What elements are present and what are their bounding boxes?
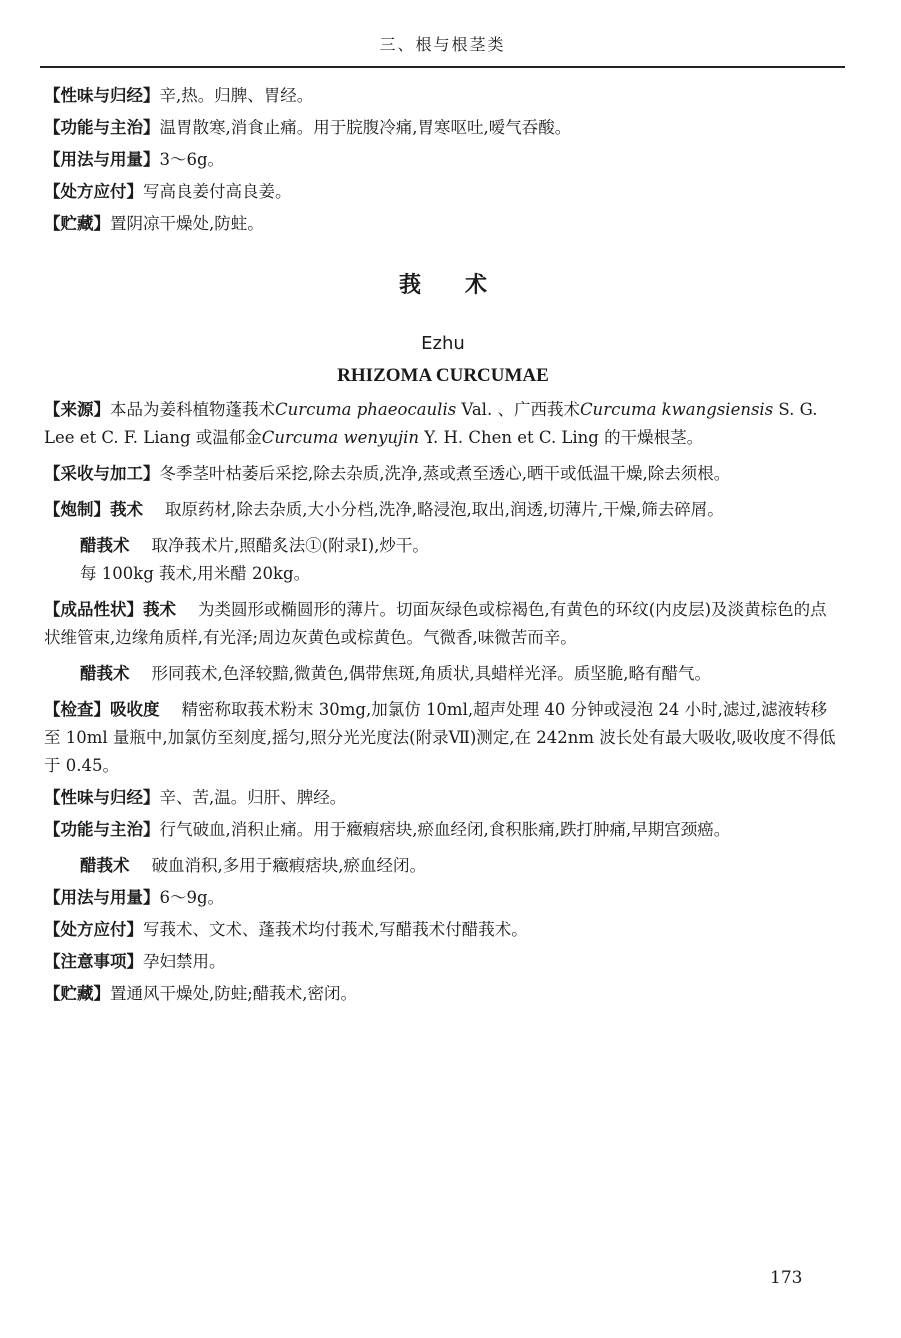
paragraph-inspection	[44, 696, 842, 780]
section-text: 每 100kg 莪术,用米醋 20kg。	[80, 564, 311, 583]
section-text: 置阴凉干燥处,防蛀。	[110, 214, 264, 233]
paragraph-nature	[44, 82, 842, 110]
section-text: 取原药材,除去杂质,大小分档,洗净,略浸泡,取出,润透,切薄片,干燥,筛去碎屑。	[165, 500, 724, 519]
section-label: 【成品性状】	[44, 600, 143, 619]
paragraph-dosage	[44, 146, 842, 174]
section-text: 孕妇禁用。	[143, 952, 226, 971]
section-label: 【来源】	[44, 400, 110, 419]
section-label: 【炮制】	[44, 500, 110, 519]
section-text: 为类圆形或椭圆形的薄片。切面灰绿色或棕褐色,有黄色的环纹(内皮层)及淡黄棕色的点状维管束,边缘角质样,有光泽;周边灰黄色或棕黄色。气微香,味微苦而辛。	[44, 600, 827, 647]
paragraph-processing-ratio	[44, 560, 842, 588]
paragraph-storage	[44, 980, 842, 1008]
page-number: 173	[770, 1268, 803, 1288]
section-label: 【功能与主治】	[44, 820, 160, 839]
sub-label: 醋莪术	[80, 664, 130, 683]
section-label: 【性味与归经】	[44, 788, 160, 807]
section-text: Val. 、广西莪术	[456, 400, 580, 419]
section-label: 【注意事项】	[44, 952, 143, 971]
section-text: 形同莪术,色泽较黯,微黄色,偶带焦斑,角质状,具蜡样光泽。质坚脆,略有醋气。	[151, 664, 711, 683]
section-label: 【处方应付】	[44, 182, 143, 201]
section-text: 冬季茎叶枯萎后采挖,除去杂质,洗净,蒸或煮至透心,晒干或低温干燥,除去须根。	[159, 464, 731, 483]
entry-pinyin: Ezhu	[421, 333, 465, 354]
paragraph-prescription	[44, 178, 842, 206]
previous-entry-tail	[44, 82, 842, 238]
paragraph-function	[44, 816, 842, 844]
section-label: 【用法与用量】	[44, 888, 160, 907]
section-label: 【检查】	[44, 700, 110, 719]
page-body	[44, 82, 842, 1012]
paragraph-dosage	[44, 884, 842, 912]
paragraph-processing	[44, 496, 842, 524]
paragraph-caution	[44, 948, 842, 976]
section-text: 行气破血,消积止痛。用于癥瘕痞块,瘀血经闭,食积胀痛,跌打肿痛,早期宫颈癌。	[159, 820, 731, 839]
section-text: 辛,热。归脾、胃经。	[159, 86, 314, 105]
section-label: 【贮藏】	[44, 984, 110, 1003]
section-label: 【处方应付】	[44, 920, 143, 939]
section-text: 3～6g。	[159, 150, 225, 169]
sub-label: 莪术	[143, 600, 176, 619]
section-label: 【功能与主治】	[44, 118, 160, 137]
section-text: 本品为姜科植物蓬莪术	[110, 400, 275, 419]
paragraph-harvest	[44, 460, 842, 488]
section-label: 【采收与加工】	[44, 464, 160, 483]
sub-label: 醋莪术	[80, 536, 130, 555]
header-rule	[40, 66, 845, 68]
paragraph-processing-vinegar	[44, 532, 842, 560]
section-text: S. G. Lee et C. F. Liang 或温郁金	[44, 400, 818, 447]
sub-label: 莪术	[110, 500, 143, 519]
paragraph-character	[44, 596, 842, 652]
section-text: 破血消积,多用于癥瘕痞块,瘀血经闭。	[151, 856, 426, 875]
section-text: 辛、苦,温。归肝、脾经。	[159, 788, 347, 807]
paragraph-nature	[44, 784, 842, 812]
section-text: 写莪术、文术、蓬莪术均付莪术,写醋莪术付醋莪术。	[143, 920, 528, 939]
section-text: 精密称取莪术粉末 30mg,加氯仿 10ml,超声处理 40 分钟或浸泡 24 小时,滤过,滤液转移至 10ml 量瓶中,加氯仿至刻度,摇匀,照分光光度法(附录Ⅶ)测定,在 242nm 波长处有最大吸收,吸收度不得低于 0.45。	[44, 700, 836, 775]
section-text: Y. H. Chen et C. Ling 的干燥根茎。	[419, 428, 704, 447]
entry-latin-name: RHIZOMA CURCUMAE	[337, 365, 549, 386]
species-name: Curcuma kwangsiensis	[579, 400, 774, 419]
paragraph-storage	[44, 210, 842, 238]
paragraph-prescription	[44, 916, 842, 944]
entry-title: 莪术	[398, 273, 531, 298]
sub-label: 醋莪术	[80, 856, 130, 875]
sub-label: 吸收度	[110, 700, 160, 719]
paragraph-function-vinegar	[44, 852, 842, 880]
section-text: 6～9g。	[159, 888, 225, 907]
species-name: Curcuma phaeocaulis	[275, 400, 457, 419]
section-text: 置通风干燥处,防蛀;醋莪术,密闭。	[110, 984, 358, 1003]
running-header: 三、根与根茎类	[379, 35, 506, 54]
section-text: 写高良姜付高良姜。	[143, 182, 292, 201]
species-name: Curcuma wenyujin	[261, 428, 419, 447]
paragraph-function	[44, 114, 842, 142]
section-text: 温胃散寒,消食止痛。用于脘腹冷痛,胃寒呕吐,嗳气吞酸。	[159, 118, 572, 137]
section-label: 【用法与用量】	[44, 150, 160, 169]
paragraph-source	[44, 396, 842, 452]
section-label: 【性味与归经】	[44, 86, 160, 105]
section-text: 取净莪术片,照醋炙法①(附录Ⅰ),炒干。	[151, 536, 429, 555]
section-label: 【贮藏】	[44, 214, 110, 233]
paragraph-character-vinegar	[44, 660, 842, 688]
